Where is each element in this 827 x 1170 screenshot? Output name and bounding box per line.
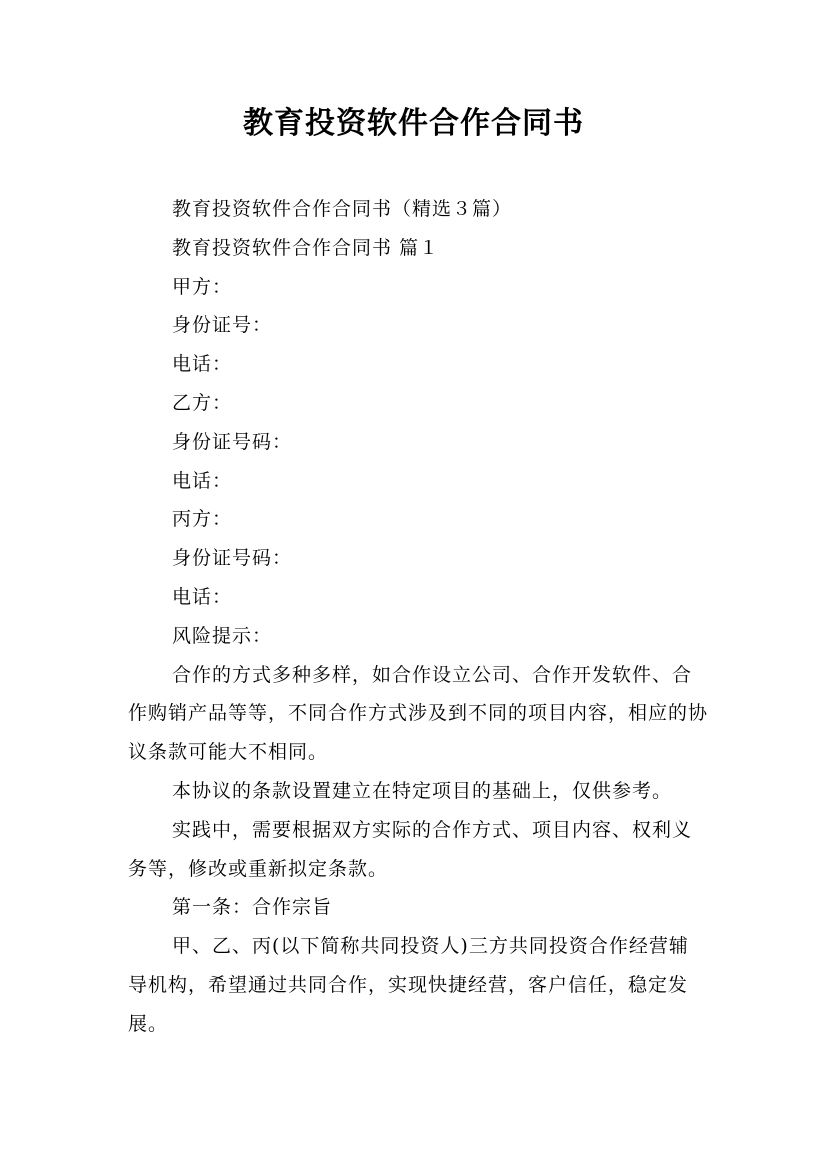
party-a-id-label: 身份证号： (172, 314, 273, 337)
party-b-id-label: 身份证号码： (172, 430, 293, 453)
risk-paragraph-1: 合作的方式多种多样，如合作设立公司、合作开发软件、合作购销产品等等，不同合作方式涉及到不同的项目内容，相应的协议条款可能大不相同。 (128, 663, 709, 764)
risk-paragraph-3: 实践中，需要根据双方实际的合作方式、项目内容、权利义务等，修改或重新拟定条款。 (128, 818, 693, 880)
paragraph-subtitle: 教育投资软件合作合同书（精选３篇） (172, 198, 513, 220)
article-1-paragraph: 甲、乙、丙(以下简称共同投资人)三方共同投资合作经营辅导机构，希望通过共同合作，实现快捷经营，客户信任，稳定发展。 (128, 935, 689, 1035)
paragraph-section-heading: 教育投资软件合作合同书 篇１ (172, 236, 440, 259)
risk-paragraph-2: 本协议的条款设置建立在特定项目的基础上，仅供参考。 (172, 779, 673, 802)
article-1-heading: 第一条：合作宗旨 (172, 896, 333, 919)
party-b-label: 乙方： (172, 391, 233, 414)
party-a-phone-label: 电话： (172, 353, 233, 376)
party-c-phone-label: 电话： (172, 585, 233, 608)
party-c-label: 丙方： (172, 508, 233, 531)
document-title: 教育投资软件合作合同书 (243, 106, 584, 141)
risk-notice-heading: 风险提示： (172, 624, 273, 647)
party-b-phone-label: 电话： (172, 469, 233, 492)
document-body (128, 190, 708, 1044)
party-a-label: 甲方： (172, 275, 233, 298)
party-c-id-label: 身份证号码： (172, 547, 293, 570)
